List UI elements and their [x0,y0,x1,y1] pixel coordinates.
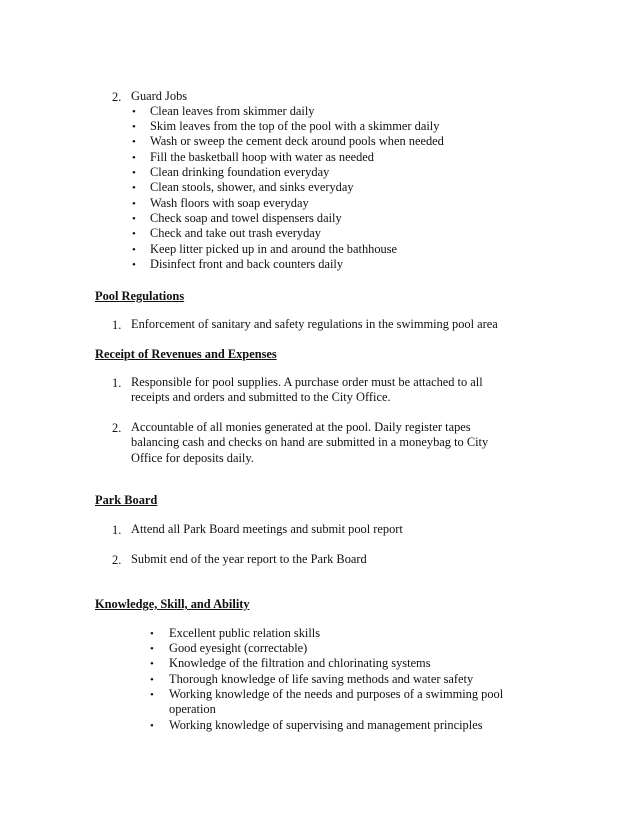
bullet-icon: • [150,658,154,670]
guard-jobs-title: Guard Jobs [131,89,188,103]
list-item: Disinfect front and back counters daily [150,257,344,271]
section-heading: Pool Regulations [95,289,185,303]
list-item-line: balancing cash and checks on hand are submitted in a moneybag to City [131,435,489,449]
list-number: 2. [112,553,122,567]
bullet-icon: • [132,244,136,256]
list-item: Clean stools, shower, and sinks everyday [150,180,354,194]
list-number: 1. [112,318,122,332]
bullet-icon: • [132,152,136,164]
bullet-icon: • [132,167,136,179]
list-item: Attend all Park Board meetings and submit pool report [131,522,403,536]
list-item: Excellent public relation skills [169,626,321,640]
list-item-line: Working knowledge of the needs and purposes of a swimming pool [169,687,504,701]
bullet-icon: • [132,121,136,133]
list-item-line: Office for deposits daily. [131,451,254,465]
list-item: Keep litter picked up in and around the bathhouse [150,242,398,256]
bullet-icon: • [132,259,136,271]
list-item: Fill the basketball hoop with water as needed [150,150,375,164]
list-item: Check and take out trash everyday [150,226,321,240]
bullet-icon: • [150,689,154,701]
list-item: Submit end of the year report to the Park Board [131,552,367,566]
bullet-icon: • [132,228,136,240]
section-heading: Knowledge, Skill, and Ability [95,597,250,611]
list-number: 1. [112,523,122,537]
list-item-line: receipts and orders and submitted to the City Office. [131,390,391,404]
list-item: Knowledge of the filtration and chlorinating systems [169,656,431,670]
list-item-line: Responsible for pool supplies. A purchase order must be attached to all [131,375,483,389]
list-number: 2. [112,421,122,435]
list-item: Thorough knowledge of life saving methods and water safety [169,672,474,686]
list-item: Clean drinking foundation everyday [150,165,330,179]
bullet-icon: • [132,213,136,225]
list-number: 1. [112,376,122,390]
list-item: Good eyesight (correctable) [169,641,308,655]
list-item: Working knowledge of supervising and management principles [169,718,483,732]
bullet-icon: • [150,628,154,640]
bullet-icon: • [150,643,154,655]
bullet-icon: • [150,674,154,686]
list-item: Skim leaves from the top of the pool with a skimmer daily [150,119,440,133]
list-item-line: operation [169,702,216,716]
list-item: Wash floors with soap everyday [150,196,309,210]
bullet-icon: • [150,720,154,732]
section-heading: Park Board [95,493,158,507]
section-heading: Receipt of Revenues and Expenses [95,347,277,361]
list-item: Enforcement of sanitary and safety regulations in the swimming pool area [131,317,498,331]
list-item: Check soap and towel dispensers daily [150,211,342,225]
list-item: Wash or sweep the cement deck around pools when needed [150,134,444,148]
list-item: Clean leaves from skimmer daily [150,104,315,118]
bullet-icon: • [132,182,136,194]
bullet-icon: • [132,136,136,148]
bullet-icon: • [132,198,136,210]
list-item-line: Accountable of all monies generated at the pool. Daily register tapes [131,420,471,434]
list-number: 2. [112,90,122,104]
bullet-icon: • [132,106,136,118]
